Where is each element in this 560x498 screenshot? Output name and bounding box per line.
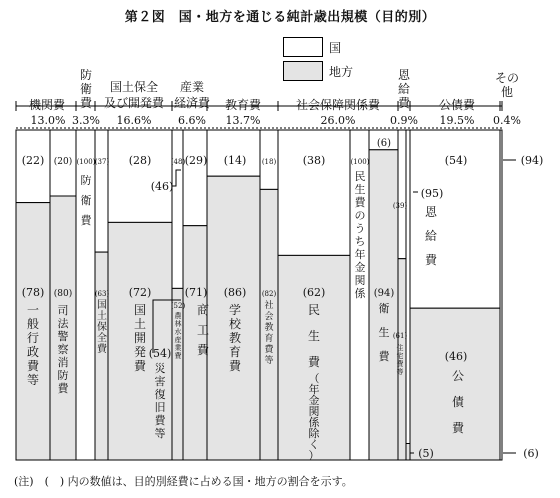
segment-name-jutaku: 住宅費等 <box>396 344 404 376</box>
segment-14-national-bar <box>406 130 410 444</box>
local-share-minsei: (62) <box>302 286 326 299</box>
segment-name-shakyo: 社会教育費等 <box>264 301 274 366</box>
category-label-onkyu-2: 給 <box>397 82 411 96</box>
local-share-kosai: (46) <box>444 350 468 363</box>
segment-name-saigai: 災害復旧費等 <box>154 362 166 440</box>
national-share-ippan: (22) <box>21 154 45 167</box>
national-share-kosai: (54) <box>444 154 468 167</box>
national-share-saigai: (46) <box>150 180 174 193</box>
segment-name-onkyu: 恩給費 <box>424 205 438 267</box>
segment-5-national-bar <box>108 130 172 222</box>
legend-label-national: 国 <box>329 41 342 55</box>
category-share-sangyo: 6.6% <box>178 114 206 127</box>
national-share-shakyo: (18) <box>261 158 277 166</box>
national-share-onkyu: (95) <box>420 187 444 200</box>
category-label-kikan: 機関費 <box>28 98 66 112</box>
national-share-minsei: (38) <box>302 154 326 167</box>
category-share-kikan: 13.0% <box>30 114 66 127</box>
category-label-boei-2: 衛 <box>79 82 93 96</box>
segment-6-national-bar <box>172 130 183 288</box>
segment-4-local-bar <box>95 252 108 460</box>
national-share-boei: (100) <box>76 158 96 166</box>
segment-name-ippan: 一般行政費等 <box>26 303 40 387</box>
chart-title: 第２図 国・地方を通じる純計歳出規模（目的別） <box>124 10 436 25</box>
category-label-kokudo-2: 及び開発費 <box>103 96 165 110</box>
category-label-sonota-1: その <box>494 71 520 85</box>
category-share-kokudo: 16.6% <box>116 114 152 127</box>
national-share-eisei: (6) <box>376 138 392 149</box>
national-share-gakko: (14) <box>223 154 247 167</box>
category-share-kosai: 19.5% <box>439 114 475 127</box>
local-share-kaihatsu: (72) <box>128 286 152 299</box>
segment-name-shoko: 商工費 <box>196 303 210 357</box>
national-share-hozen: (37) <box>94 158 110 166</box>
segment-name-shiho: 司法警察消防費 <box>57 304 69 395</box>
local-share-shoko: (71) <box>184 286 208 299</box>
category-share-boei: 3.3% <box>72 114 100 127</box>
category-label-shakai: 社会保障関係費 <box>295 98 381 112</box>
legend-label-local: 地方 <box>329 65 354 79</box>
local-share-sonota: (6) <box>523 447 539 460</box>
category-label-boei-3: 費 <box>79 96 93 110</box>
segment-sonota-bar <box>500 130 502 460</box>
segment-4-national-bar <box>95 130 108 252</box>
national-share-norin: (48) <box>170 158 186 166</box>
segment-name-boei: 防衛費 <box>80 174 92 227</box>
segment-name-kaihatsu: 国土開発費 <box>133 303 147 373</box>
local-share-onkyu: (5) <box>418 447 434 460</box>
category-share-sonota: 0.4% <box>493 114 521 127</box>
local-share-norin: (52) <box>170 302 186 310</box>
segment-7-national-bar <box>183 130 207 226</box>
category-share-kyoiku: 13.7% <box>225 114 261 127</box>
segment-name-norin: 農林水産業費 <box>174 312 182 360</box>
category-share-shakai: 26.0% <box>320 114 356 127</box>
segment-name-gakko: 学校教育費 <box>228 303 242 373</box>
segment-10-national-bar <box>278 130 350 255</box>
segment-name-hozen: 国土保全費 <box>97 300 107 355</box>
category-label-sangyo-1: 産業 <box>179 80 205 94</box>
category-label-sangyo-2: 経済費 <box>173 96 211 110</box>
segment-name-nenkin: 民生費のうち年金関係 <box>354 170 366 300</box>
segment-15-local-bar <box>410 308 502 460</box>
segment-13-national-bar <box>398 130 406 259</box>
national-share-kaihatsu: (28) <box>128 154 152 167</box>
national-share-sonota: (94) <box>520 154 544 167</box>
segment-name-minsei: 民生費 <box>307 303 321 369</box>
local-share-shiho: (80) <box>53 289 73 299</box>
footnote: (注) ( ) 内の数値は、目的別経費に占める国・地方の割合を示す。 <box>14 475 353 488</box>
category-label-onkyu-1: 恩 <box>397 68 411 82</box>
category-label-sonota-2: 他 <box>500 85 514 99</box>
segment-name-minsei-sub: （年金関係除く） <box>308 372 320 462</box>
segment-name-eisei: 衛生費 <box>378 302 390 363</box>
segment-name-kosai: 公債費 <box>451 369 465 435</box>
local-share-hozen: (63) <box>94 290 110 298</box>
category-label-onkyu-3: 費 <box>397 96 411 110</box>
local-share-shakyo: (82) <box>261 290 277 298</box>
national-share-shoko: (29) <box>184 154 208 167</box>
national-share-jutaku: (39) <box>392 202 408 210</box>
local-share-jutaku: (61) <box>392 332 408 340</box>
category-label-boei-1: 防 <box>79 68 93 82</box>
category-label-kosai: 公債費 <box>438 98 476 112</box>
category-label-kokudo-1: 国土保全 <box>109 80 159 94</box>
local-share-ippan: (78) <box>21 286 45 299</box>
local-share-gakko: (86) <box>223 286 247 299</box>
local-share-eisei: (94) <box>373 288 395 299</box>
local-share-saigai: (54) <box>148 347 172 360</box>
national-share-shiho: (20) <box>53 157 73 167</box>
category-share-onkyu: 0.9% <box>390 114 418 127</box>
segment-14-local-bar <box>406 444 410 461</box>
national-share-nenkin: (100) <box>350 158 370 166</box>
category-label-kyoiku: 教育費 <box>224 98 262 112</box>
